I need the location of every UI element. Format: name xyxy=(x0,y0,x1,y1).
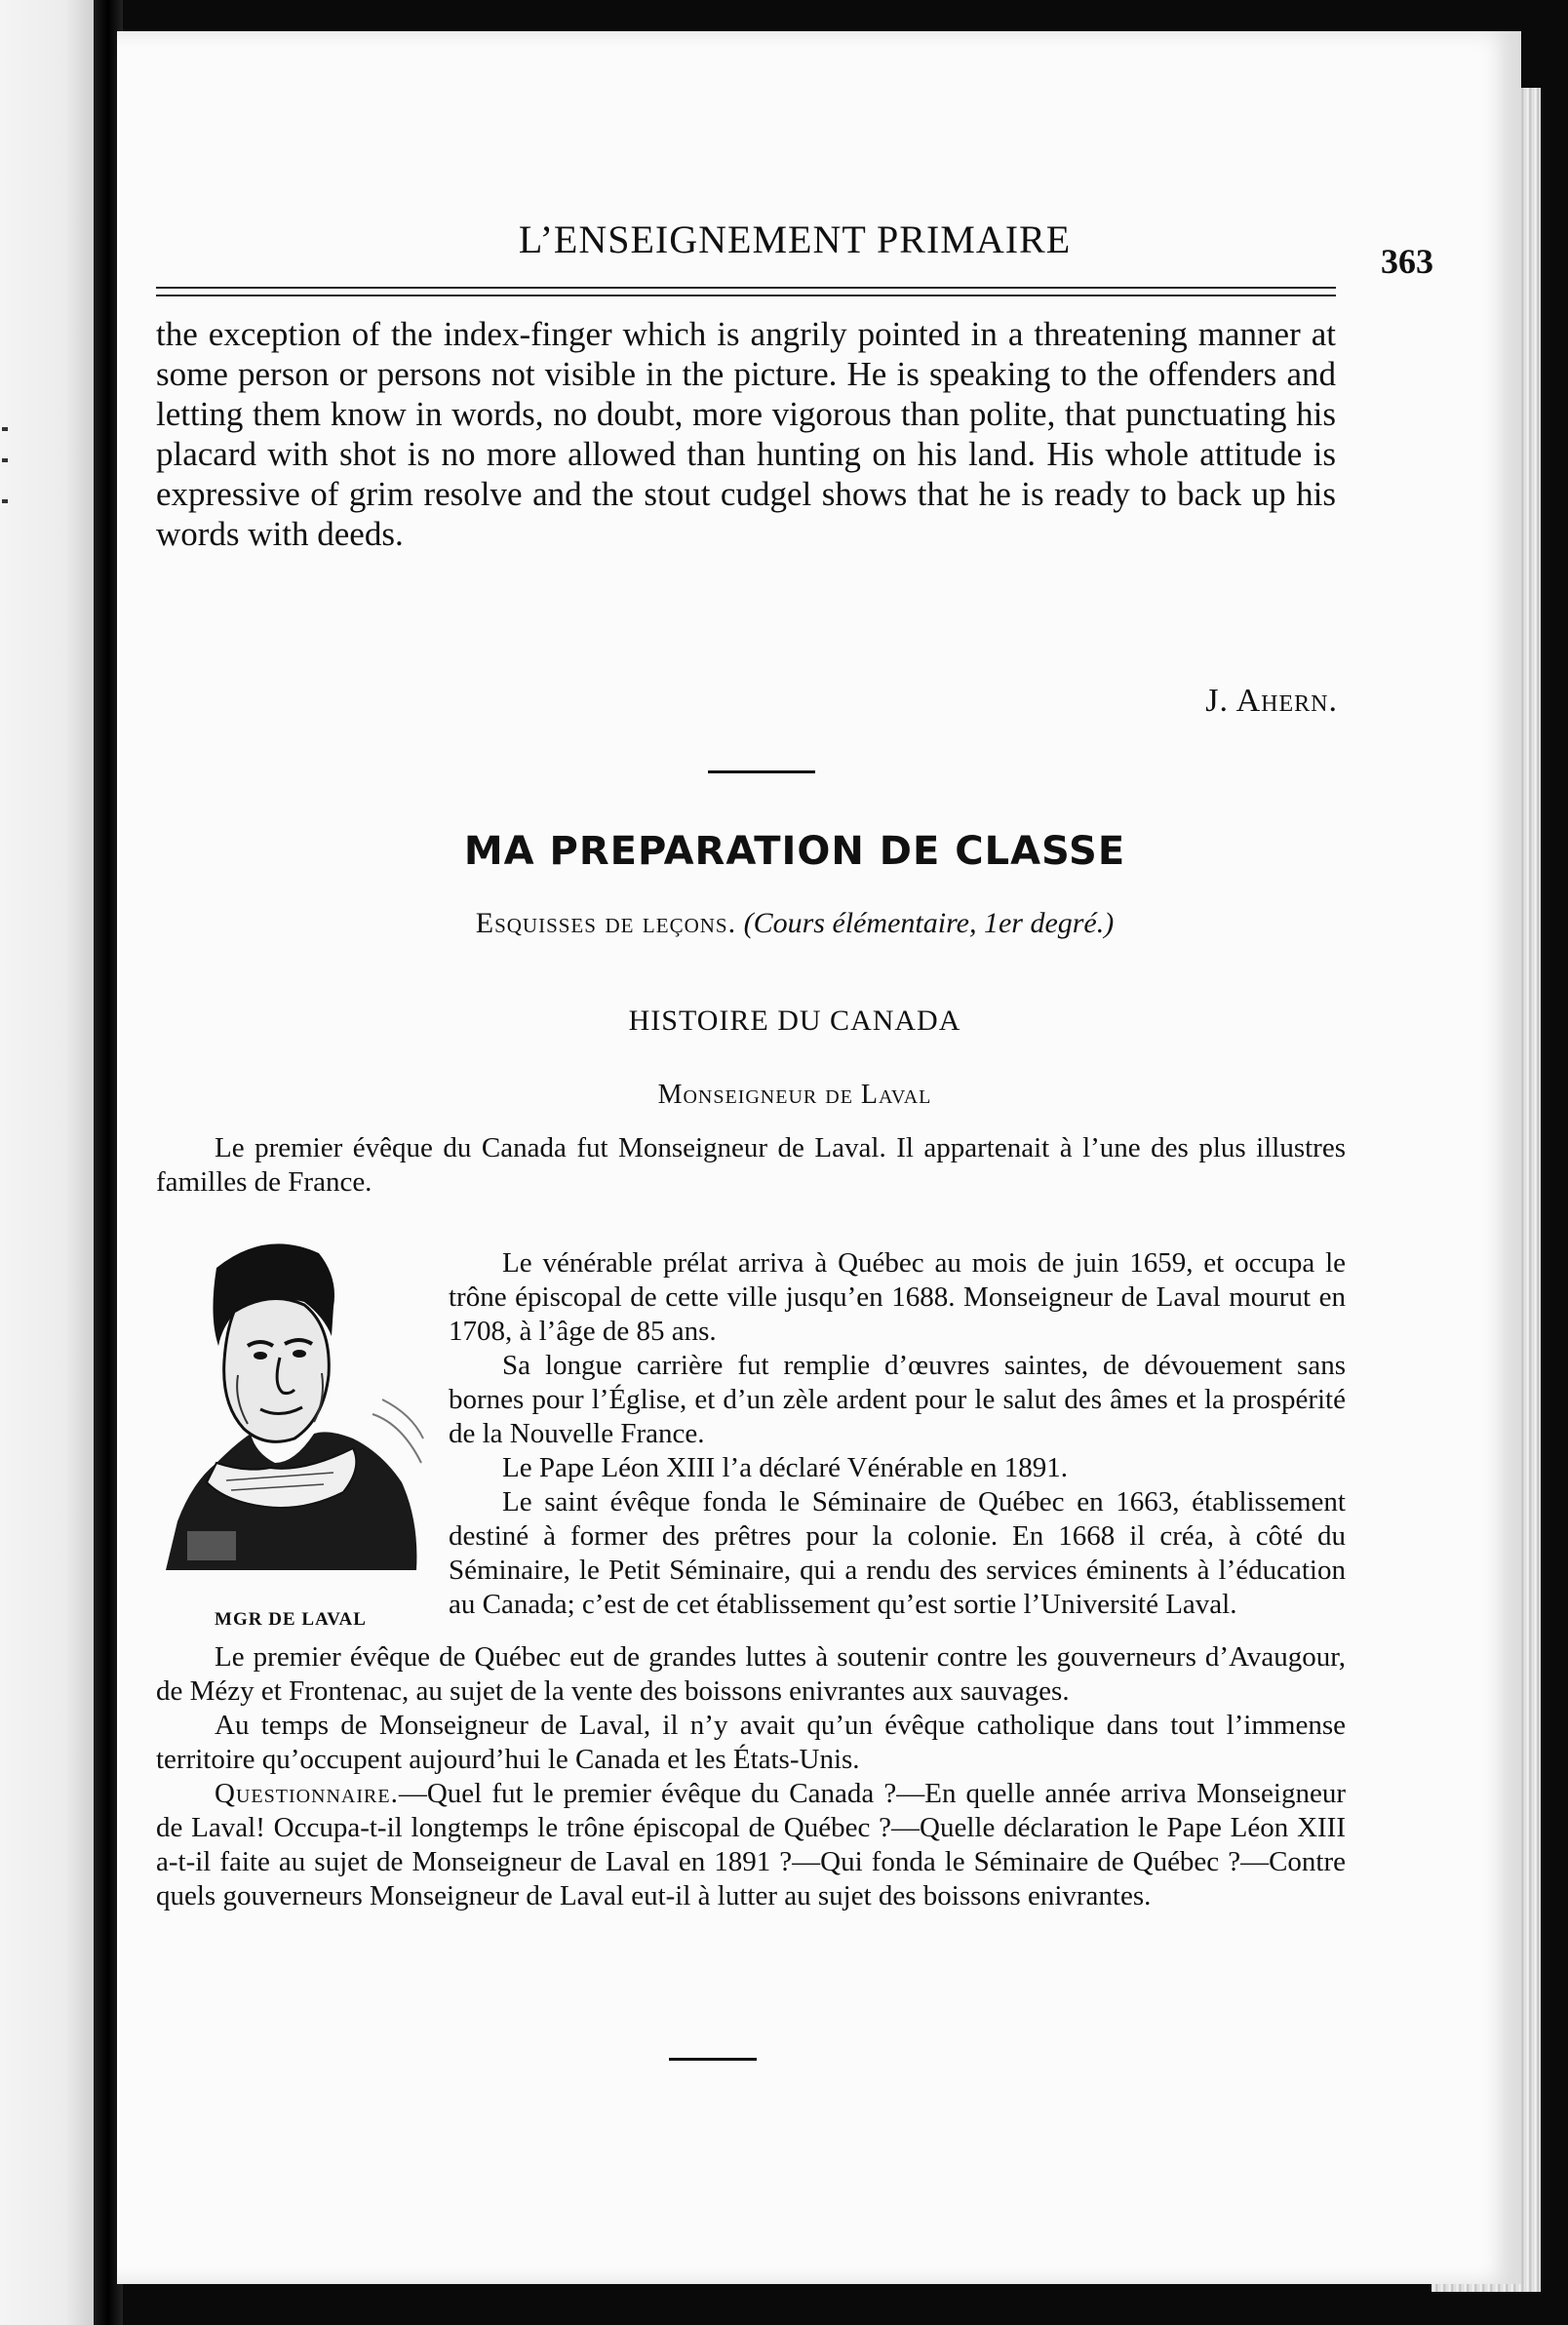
lesson-right-column xyxy=(449,1246,1346,1622)
facing-page-edge xyxy=(0,0,94,2325)
lesson-paragraph: Le Pape Léon XIII l’a déclaré Vénérable en 1891. xyxy=(502,1452,1068,1483)
lesson-paragraph: Sa longue carrière fut remplie d’œuvres saintes, de dévouement sans bornes pour l’Église, et d’un zèle ardent pour le salut des âmes et la prospérité de la Nouvelle France. xyxy=(449,1350,1346,1449)
history-heading: HISTOIRE DU CANADA xyxy=(628,1005,961,1037)
article-continuation: the exception of the index-finger which is angrily pointed in a threatening manner at some person or persons not visible in the picture. He is speaking to the offenders and letting them know in words, no doubt, more vigorous than polite, that punctuating his placard with shot is no more allowed than hunting on his land. His whole attitude is expressive of grim resolve and the stout cudgel shows that he is ready to back up his words with deeds. xyxy=(156,315,1336,553)
book-page xyxy=(117,31,1521,2284)
questionnaire xyxy=(156,1777,1346,1913)
author-signature: J. Ahern. xyxy=(1205,683,1338,719)
subject-heading: Monseigneur de Laval xyxy=(657,1080,932,1110)
subtitle-course: (Cours élémentaire, 1er degré.) xyxy=(743,907,1115,939)
lesson-paragraph: Le saint évêque fonda le Séminaire de Québec en 1663, établissement destiné à former des prêtres pour la colonie. En 1668 il créa, à côté du Séminaire, le Petit Séminaire, qui a rendu des services éminents à l’éducation au Canada; c’est de cet établissement qu’est sortie l’Université Laval. xyxy=(449,1486,1346,1620)
portrait-caption: MGR DE LAVAL xyxy=(215,1609,367,1630)
questionnaire-text: —Quel fut le premier évêque du Canada ?—En quelle année arriva Monseigneur de Laval! Occupa-t-il longtemps le trône épiscopal de Québec ?—Quelle déclaration le Pape Léon XIII a-t-il faite au sujet de Monseigneur de Laval en 1891 ?—Qui fonda le Séminaire de Québec ?—Contre quels gouverneurs Monseigneur de Laval eut-il à lutter au sujet des boissons enivrantes. xyxy=(156,1778,1346,1911)
lesson-intro: Le premier évêque du Canada fut Monseigneur de Laval. Il appartenait à l’une des plus illustres familles de France. xyxy=(156,1132,1346,1198)
end-divider xyxy=(669,2058,757,2061)
questionnaire-label: Questionnaire. xyxy=(215,1778,399,1809)
subtitle-label: Esquisses de leçons. xyxy=(475,907,737,939)
page-content xyxy=(156,31,1433,2226)
section-subtitle xyxy=(156,907,1433,940)
lesson-paragraph: Le vénérable prélat arriva à Québec au mois de juin 1659, et occupa le trône épiscopal de cette ville jusqu’en 1688. Monseigneur de Laval mourut en 1708, à l’âge de 85 ans. xyxy=(449,1247,1346,1347)
portrait-engraving xyxy=(158,1229,426,1570)
section-title: MA PREPARATION DE CLASSE xyxy=(463,829,1126,874)
header-rule xyxy=(156,287,1336,296)
running-title: L’ENSEIGNEMENT PRIMAIRE xyxy=(518,217,1072,261)
lesson-paragraph: Au temps de Monseigneur de Laval, il n’y avait qu’un évêque catholique dans tout l’immense territoire qu’occupent aujourd’hui le Canada et les États-Unis. xyxy=(156,1710,1346,1775)
lesson-continuation xyxy=(156,1640,1346,1913)
section-divider xyxy=(708,770,815,773)
lesson-paragraph: Le premier évêque de Québec eut de grandes luttes à soutenir contre les gouverneurs d’Avaugour, de Mézy et Frontenac, au sujet de la vente des boissons enivrantes aux sauvages. xyxy=(156,1641,1346,1707)
page-number: 363 xyxy=(1381,242,1433,281)
